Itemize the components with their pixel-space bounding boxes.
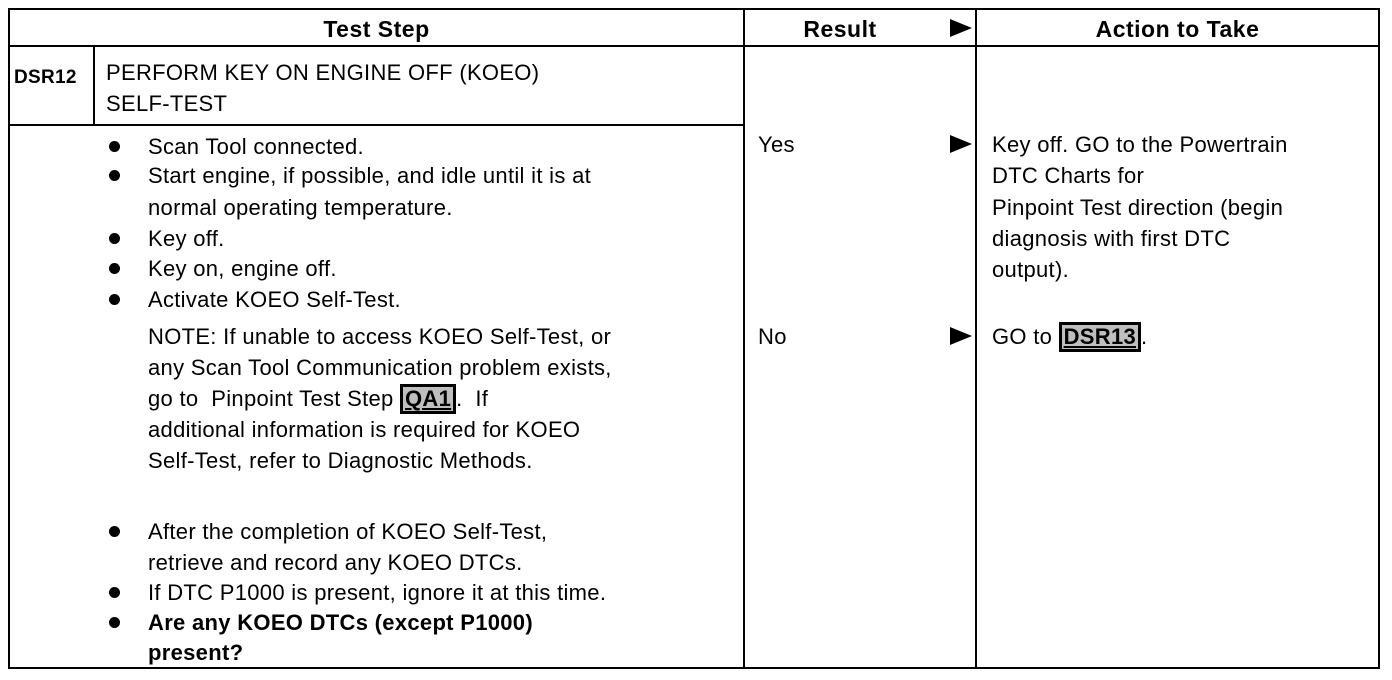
bullet-icon — [109, 233, 120, 244]
bullet-icon — [109, 617, 120, 628]
note-line-1: NOTE: If unable to access KOEO Self-Test, or — [148, 324, 612, 349]
bullet-text: Scan Tool connected. — [148, 134, 364, 159]
result-yes: Yes — [758, 132, 795, 157]
bullet-text: After the completion of KOEO Self-Test, — [148, 519, 548, 544]
right-border — [1378, 8, 1380, 669]
header-test-step: Test Step — [323, 16, 430, 42]
bullet-icon — [109, 141, 120, 152]
column-divider-action — [975, 8, 977, 669]
action-yes-line-4: diagnosis with first DTC — [992, 226, 1231, 251]
bullet-text: Key on, engine off. — [148, 256, 337, 281]
bullet-text: Key off. — [148, 226, 225, 251]
header-action-to-take: Action to Take — [1095, 16, 1260, 42]
note-line-4: additional information is required for KOEO — [148, 417, 581, 442]
bullet-icon — [109, 263, 120, 274]
header-bottom-border — [8, 45, 1380, 47]
header-result: Result — [803, 16, 877, 42]
note-line-3 — [148, 383, 488, 414]
step-title-bottom-border — [8, 124, 745, 126]
note-line-2: any Scan Tool Communication problem exists, — [148, 355, 612, 380]
header-arrow-icon — [950, 19, 972, 37]
note-line-3-prefix: go to Pinpoint Test Step — [148, 386, 401, 411]
note-line-3-suffix: . If — [456, 386, 489, 411]
bullet-text: Start engine, if possible, and idle until it is at — [148, 163, 592, 188]
action-yes-line-3: Pinpoint Test direction (begin — [992, 195, 1284, 220]
action-yes-line-5: output). — [992, 257, 1070, 282]
step-title-line-1: PERFORM KEY ON ENGINE OFF (KOEO) — [106, 60, 540, 85]
step-id-divider — [93, 45, 95, 125]
result-no: No — [758, 324, 787, 349]
step-title-line-2: SELF-TEST — [106, 91, 228, 116]
bullet-icon — [109, 587, 120, 598]
action-yes-line-2: DTC Charts for — [992, 163, 1145, 188]
question-text-continued: present? — [148, 640, 244, 665]
bullet-text: If DTC P1000 is present, ignore it at this time. — [148, 580, 607, 605]
left-border — [8, 8, 10, 669]
question-text: Are any KOEO DTCs (except P1000) — [148, 610, 533, 635]
column-divider-result — [743, 8, 745, 669]
ref-dsr13-link[interactable]: DSR13 — [1059, 322, 1141, 352]
arrow-no-icon — [950, 327, 972, 345]
bullet-icon — [109, 170, 120, 181]
bullet-text-continued: normal operating temperature. — [148, 195, 453, 220]
arrow-yes-icon — [950, 135, 972, 153]
note-line-5: Self-Test, refer to Diagnostic Methods. — [148, 448, 533, 473]
bullet-text-continued: retrieve and record any KOEO DTCs. — [148, 550, 523, 575]
action-no-prefix: GO to — [992, 324, 1059, 349]
bullet-icon — [109, 526, 120, 537]
top-border — [8, 8, 1380, 10]
action-no — [992, 321, 1147, 352]
ref-qa1-link[interactable]: QA1 — [400, 384, 456, 414]
action-no-suffix: . — [1141, 324, 1148, 349]
step-id: DSR12 — [14, 67, 77, 88]
bullet-icon — [109, 294, 120, 305]
action-yes-line-1: Key off. GO to the Powertrain — [992, 132, 1288, 157]
bullet-text: Activate KOEO Self-Test. — [148, 287, 401, 312]
